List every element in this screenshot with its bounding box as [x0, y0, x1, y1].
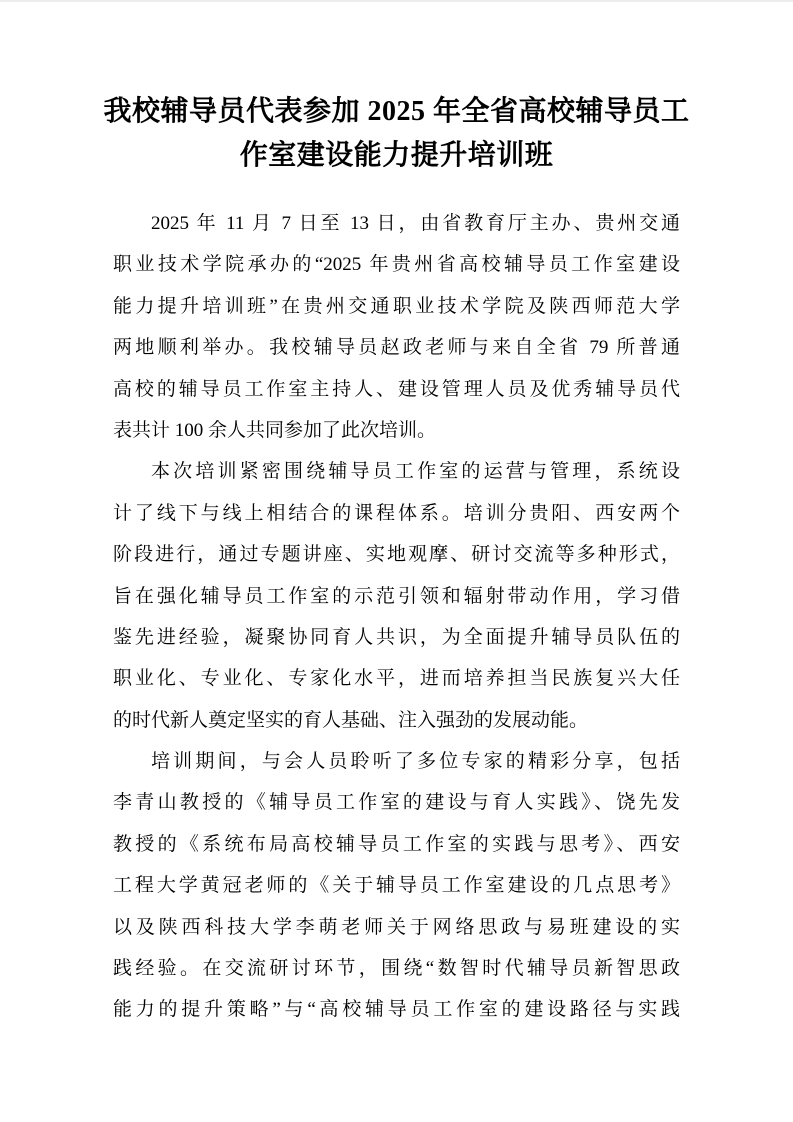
document-title [0, 0, 793, 178]
text-line: 本次培训紧密围绕辅导员工作室的运营与管理，系统设 [151, 461, 680, 483]
text-line: 职业技术学院承办的“2025 年贵州省高校辅导员工作室建设 [113, 254, 680, 276]
text-line: 践经验。在交流研讨环节，围绕“数智时代辅导员新智思政 [113, 958, 680, 980]
text-line: 教授的《系统布局高校辅导员工作室的实践与思考》、西安 [113, 833, 680, 855]
title-line: 作室建设能力提升培训班 [239, 140, 554, 171]
text-line: 李青山教授的《辅导员工作室的建设与育人实践》、饶先发 [113, 792, 680, 814]
text-line: 职业化、专业化、专家化水平，进而培养担当民族复兴大任 [113, 668, 680, 690]
text-line: 计了线下与线上相结合的课程体系。培训分贵阳、西安两个 [113, 502, 680, 524]
text-line: 鉴先进经验，凝聚协同育人共识，为全面提升辅导员队伍的 [113, 626, 680, 648]
document-body [0, 203, 793, 1031]
paragraph [113, 203, 680, 451]
text-line: 能力提升培训班”在贵州交通职业技术学院及陕西师范大学 [113, 295, 680, 317]
text-line: 阶段进行，通过专题讲座、实地观摩、研讨交流等多种形式， [113, 544, 680, 566]
text-line: 2025 年 11 月 7 日至 13 日，由省教育厅主办、贵州交通 [151, 213, 680, 234]
text-line: 工程大学黄冠老师的《关于辅导员工作室建设的几点思考》 [113, 875, 680, 897]
page-top-edge [0, 0, 793, 2]
text-line: 两地顺利举办。我校辅导员赵政老师与来自全省 79 所普通 [113, 337, 680, 359]
paragraph [113, 741, 680, 1031]
text-line: 能力的提升策略”与“高校辅导员工作室的建设路径与实践 [113, 999, 680, 1021]
title-line: 我校辅导员代表参加 2025 年全省高校辅导员工 [103, 96, 690, 127]
text-line: 旨在强化辅导员工作室的示范引领和辐射带动作用，学习借 [113, 585, 680, 607]
text-line: 以及陕西科技大学李萌老师关于网络思政与易班建设的实 [113, 916, 680, 938]
text-line: 培训期间，与会人员聆听了多位专家的精彩分享，包括 [151, 751, 680, 773]
text-line: 表共计 100 余人共同参加了此次培训。 [113, 419, 437, 441]
paragraph [113, 451, 680, 741]
text-line: 高校的辅导员工作室主持人、建设管理人员及优秀辅导员代 [113, 378, 680, 400]
text-line: 的时代新人奠定坚实的育人基础、注入强劲的发展动能。 [113, 709, 589, 731]
